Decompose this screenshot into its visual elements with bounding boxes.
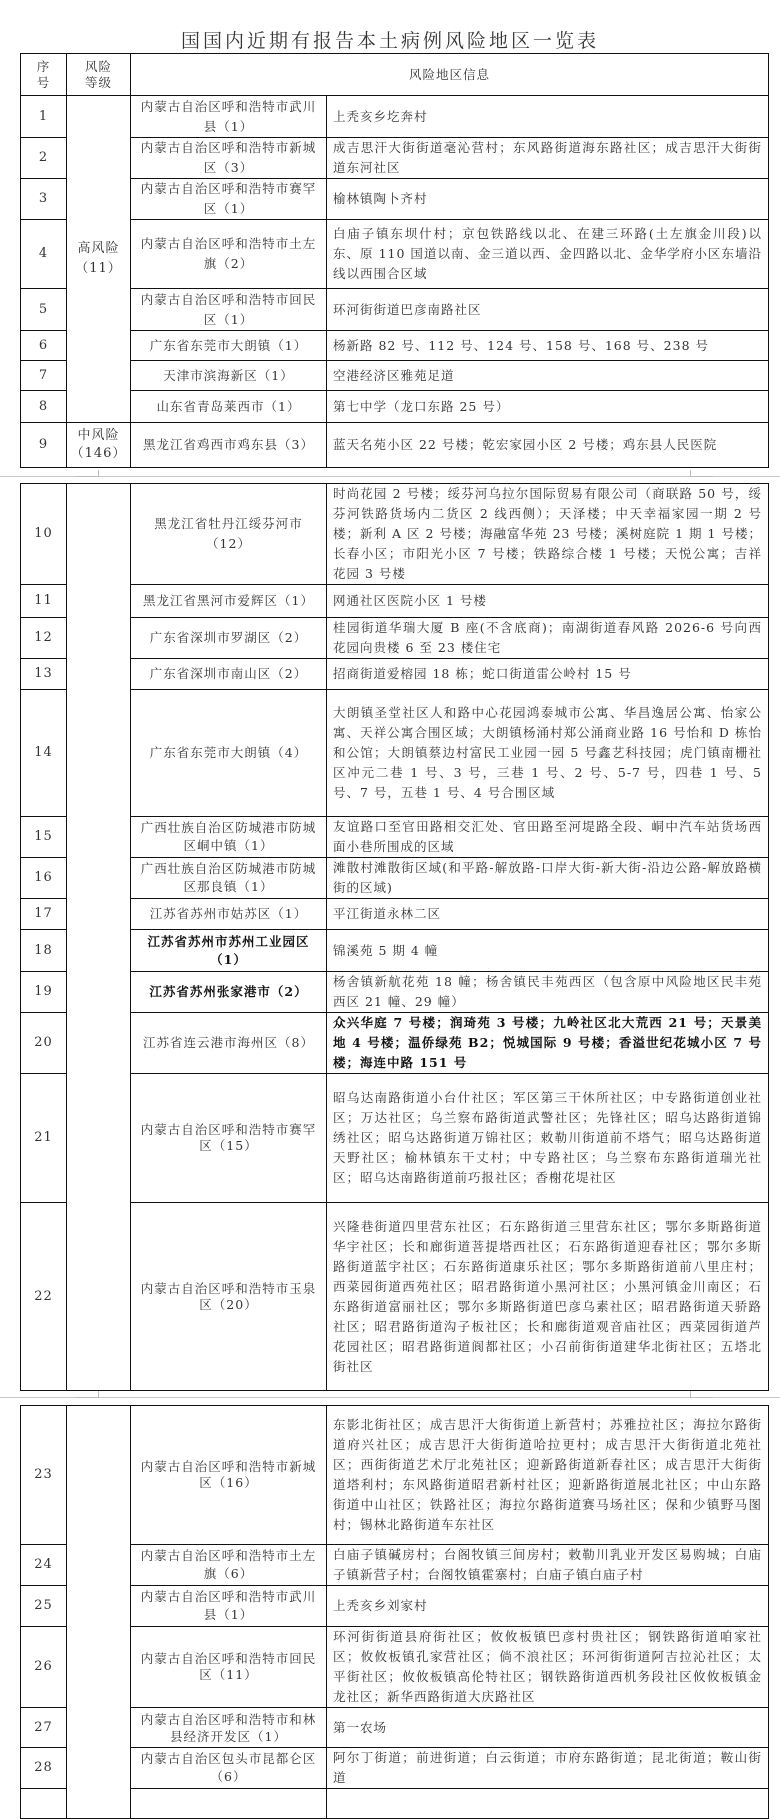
- region-cell: 天津市滨海新区（1）: [131, 361, 327, 391]
- risk-level-mid-continued: [67, 484, 131, 1391]
- info-cell: 上秃亥乡圪奔村: [327, 96, 769, 138]
- table-row: [21, 1708, 769, 1748]
- region-cell: 内蒙古自治区呼和浩特市回民区（1）: [131, 289, 327, 331]
- risk-level-high: 高风险（11）: [67, 96, 131, 423]
- row-number: 17: [21, 899, 67, 930]
- table-row: [21, 331, 769, 361]
- info-cell: 榆林镇陶卜齐村: [327, 179, 769, 220]
- table-row: [21, 1586, 769, 1627]
- document-title: 国国内近期有报告本土病例风险地区一览表: [180, 30, 599, 52]
- row-number: 16: [21, 858, 67, 899]
- info-cell: 平江街道永林二区: [327, 899, 769, 930]
- page-break-line: [0, 476, 780, 477]
- info-cell: 滩散村滩散街区域(和平路-解放路-口岸大街-新大街-沿边公路-解放路横街的区域): [327, 858, 769, 899]
- row-number: 6: [21, 331, 67, 361]
- risk-table-page-1: [20, 53, 769, 468]
- info-cell: 东影北街社区；成吉思汗大街街道上新营村；苏雅拉社区；海拉尔路街道府兴社区；成吉思汗大街街道哈拉更村；成吉思汗大街街道北苑社区；西街街道艺术厅北苑社区；迎新路街道新春社区；成吉思汗大街街道塔利村；东风路街道昭君新村社区；迎新路街道展北社区；中山东路街道中山社区；铁路社区；海拉尔路街道赛马场社区；保和少镇野马图村；锡林北路街道车东社区: [327, 1406, 769, 1545]
- row-number: 9: [21, 423, 67, 468]
- region-cell-empty: [131, 1789, 327, 1819]
- info-cell: 环河街街道巴彦南路社区: [327, 289, 769, 331]
- table-row: [21, 930, 769, 972]
- table-row: [21, 659, 769, 690]
- table-row: [21, 484, 769, 585]
- page-corner-mark: [690, 470, 713, 477]
- table-row: [21, 1074, 769, 1203]
- info-cell-empty: [327, 1789, 769, 1819]
- table-row: [21, 899, 769, 930]
- table-row: [21, 138, 769, 179]
- risk-level-mid-continued: [67, 1406, 131, 1819]
- info-cell: 蓝天名苑小区 22 号楼；乾宏家园小区 2 号楼；鸡东县人民医院: [327, 423, 769, 468]
- info-cell: 昭乌达南路街道小台什社区；军区第三干休所社区；中专路街道创业社区；万达社区；乌兰察布路街道武警社区；先锋社区；昭乌达路街道锦绣社区；昭乌达路街道万锦社区；敕勒川街道前不塔气；昭乌达路街道天野社区；榆林镇东干丈村；中专路社区；乌兰察布东路街道瑞光社区；昭乌达南路街道前巧报社区；香榭花堤社区: [327, 1074, 769, 1203]
- region-cell: 内蒙古自治区包头市昆都仑区（6）: [131, 1748, 327, 1789]
- region-cell: 内蒙古自治区呼和浩特市土左旗（6）: [131, 1545, 327, 1586]
- table-header-row: [21, 54, 769, 96]
- info-cell: 第七中学（龙口东路 25 号）: [327, 391, 769, 423]
- region-cell: 广东省东莞市大朗镇（1）: [131, 331, 327, 361]
- header-info: 风险地区信息: [131, 54, 769, 96]
- row-number: 21: [21, 1074, 67, 1203]
- info-cell: 网通社区医院小区 1 号楼: [327, 585, 769, 618]
- table-row: [21, 1203, 769, 1391]
- row-number: 2: [21, 138, 67, 179]
- region-cell: 江苏省连云港市海州区（8）: [131, 1013, 327, 1074]
- region-cell: 广东省深圳市罗湖区（2）: [131, 618, 327, 659]
- row-number: 15: [21, 817, 67, 858]
- info-cell: 杨新路 82 号、112 号、124 号、158 号、168 号、238 号: [327, 331, 769, 361]
- row-number: 18: [21, 930, 67, 972]
- page-corner-mark: [76, 470, 99, 477]
- info-cell: 时尚花园 2 号楼；绥芬河乌拉尔国际贸易有限公司（商联路 50 号，绥芬河铁路货场内二货区 2 线西侧）；天泽楼；中天幸福家园一期 2 号楼；新利 A 区 2 号楼；海融富华苑 23 号楼；溪树庭院 1 期 1 号楼；长春小区；市阳光小区 7 号楼；铁路综合楼 1 号楼；天悦公寓；吉祥花园 3 号楼: [327, 484, 769, 585]
- region-cell: 广西壮族自治区防城港市防城区那良镇（1）: [131, 858, 327, 899]
- page-corner-mark: [690, 1391, 713, 1398]
- region-cell: 黑龙江省黑河市爱辉区（1）: [131, 585, 327, 618]
- table-row-partial: [21, 1789, 769, 1819]
- table-row: [21, 618, 769, 659]
- table-row: [21, 585, 769, 618]
- table-row: [21, 391, 769, 423]
- row-number: 24: [21, 1545, 67, 1586]
- info-cell: 空港经济区雅苑足道: [327, 361, 769, 391]
- row-number: 26: [21, 1627, 67, 1708]
- row-number: 11: [21, 585, 67, 618]
- region-cell: 内蒙古自治区呼和浩特市和林县经济开发区（1）: [131, 1708, 327, 1748]
- table-row: [21, 972, 769, 1013]
- page-corner-mark: [76, 1391, 99, 1398]
- info-cell: 白庙子镇碱房村；台阁牧镇三间房村；敕勒川乳业开发区易购城；白庙子镇新营子村；台阁牧镇霍寨村；白庙子镇白庙子村: [327, 1545, 769, 1586]
- table-row: [21, 690, 769, 817]
- info-cell: 众兴华庭 7 号楼；润琦苑 3 号楼；九岭社区北大荒西 21 号；天景美地 4 号楼；温侨绿苑 B2；悦城国际 9 号楼；香溢世纪花城小区 7 号楼；海连中路 151 号: [327, 1013, 769, 1074]
- info-cell: 兴隆巷街道四里营东社区；石东路街道三里营东社区；鄂尔多斯路街道华宇社区；长和廊街道菩提塔西社区；石东路街道迎春社区；鄂尔多斯路街道蓝宇社区；石东路街道康乐社区；鄂尔多斯路街道前八里庄村；西菜园街道西苑社区；昭君路街道小黑河社区；小黑河镇金川南区；石东路街道富丽社区；鄂尔多斯路街道巴彦乌素社区；昭君路街道天骄路社区；昭君路街道沟子板社区；长和廊街道观音庙社区；西菜园街道芦花园社区；昭君路街道阆都社区；小召前街街道建华北街社区；五塔北街社区: [327, 1203, 769, 1391]
- info-cell: 成吉思汗大街街道毫沁营村；东风路街道海东路社区；成吉思汗大街街道东河社区: [327, 138, 769, 179]
- info-cell: 第一农场: [327, 1708, 769, 1748]
- row-number: 1: [21, 96, 67, 138]
- info-cell: 桂园街道华瑞大厦 B 座(不含底商)；南湖街道春风路 2026-6 号向西花园向贵楼 6 至 23 楼住宅: [327, 618, 769, 659]
- header-no: 序号: [21, 54, 67, 96]
- table-row: [21, 361, 769, 391]
- region-cell: 黑龙江省鸡西市鸡东县（3）: [131, 423, 327, 468]
- row-number: 22: [21, 1203, 67, 1391]
- row-number: 10: [21, 484, 67, 585]
- row-number: 4: [21, 220, 67, 289]
- table-row: [21, 1545, 769, 1586]
- region-cell: 内蒙古自治区呼和浩特市武川县（1）: [131, 1586, 327, 1627]
- region-cell: 内蒙古自治区呼和浩特市玉泉区（20）: [131, 1203, 327, 1391]
- row-number: 5: [21, 289, 67, 331]
- table-row: [21, 817, 769, 858]
- region-cell: 内蒙古自治区呼和浩特市赛罕区（1）: [131, 179, 327, 220]
- table-row: [21, 1748, 769, 1789]
- region-cell: 广西壮族自治区防城港市防城区峒中镇（1）: [131, 817, 327, 858]
- region-cell: 内蒙古自治区呼和浩特市回民区（11）: [131, 1627, 327, 1708]
- row-number: 14: [21, 690, 67, 817]
- risk-level-mid: 中风险（146）: [67, 423, 131, 468]
- row-number: 3: [21, 179, 67, 220]
- table-row: [21, 858, 769, 899]
- table-row: [21, 423, 769, 468]
- row-number: 7: [21, 361, 67, 391]
- info-cell: 友谊路口至官田路相交汇处、官田路至河堤路全段、峒中汽车站货场西面小巷所围成的区域: [327, 817, 769, 858]
- header-level: 风险等级: [67, 54, 131, 96]
- info-cell: 锦溪苑 5 期 4 幢: [327, 930, 769, 972]
- region-cell: 江苏省苏州市苏州工业园区（1）: [131, 930, 327, 972]
- table-row: [21, 289, 769, 331]
- row-number-empty: [21, 1789, 67, 1819]
- row-number: 27: [21, 1708, 67, 1748]
- region-cell: 内蒙古自治区呼和浩特市土左旗（2）: [131, 220, 327, 289]
- row-number: 13: [21, 659, 67, 690]
- region-cell: 山东省青岛莱西市（1）: [131, 391, 327, 423]
- info-cell: 上秃亥乡刘家村: [327, 1586, 769, 1627]
- region-cell: 江苏省苏州张家港市（2）: [131, 972, 327, 1013]
- info-cell: 杨舍镇新航花苑 18 幢；杨舍镇民丰苑西区（包含原中风险地区民丰苑西区 21 幢、29 幢）: [327, 972, 769, 1013]
- risk-table-page-2: [20, 483, 769, 1391]
- info-cell: 阿尔丁街道；前进街道；白云街道；市府东路街道；昆北街道；鞍山街道: [327, 1748, 769, 1789]
- row-number: 23: [21, 1406, 67, 1545]
- region-cell: 内蒙古自治区呼和浩特市新城区（16）: [131, 1406, 327, 1545]
- region-cell: 广东省东莞市大朗镇（4）: [131, 690, 327, 817]
- region-cell: 广东省深圳市南山区（2）: [131, 659, 327, 690]
- table-row: [21, 1627, 769, 1708]
- table-row: [21, 1406, 769, 1545]
- row-number: 19: [21, 972, 67, 1013]
- row-number: 8: [21, 391, 67, 423]
- row-number: 28: [21, 1748, 67, 1789]
- table-row: [21, 1013, 769, 1074]
- region-cell: 内蒙古自治区呼和浩特市赛罕区（15）: [131, 1074, 327, 1203]
- region-cell: 内蒙古自治区呼和浩特市武川县（1）: [131, 96, 327, 138]
- info-cell: 环河街街道县府街社区；攸攸板镇巴彦村贵社区；钢铁路街道咱家社区；攸攸板镇孔家营社区；倘不浪社区；环河街街道阿吉拉沁社区；太平街社区；攸攸板镇高伦特社区；钢铁路街道西机务段社区攸攸板镇金龙社区；新华西路街道大庆路社区: [327, 1627, 769, 1708]
- info-cell: 大朗镇圣堂社区人和路中心花园鸿泰城市公寓、华昌逸居公寓、怡家公寓、天祥公寓合围区域；大朗镇杨涌村郑公涌商业路 16 号怡和 D 栋怡和公馆；大朗镇蔡边村富民工业园一园 5 号鑫艺科技园；虎门镇南栅社区冲元二巷 1 号、3 号，三巷 1 号、2 号、5-7 号，四巷 1 号、5 号、7 号，五巷 1 号、4 号合围区域: [327, 690, 769, 817]
- info-cell: 白庙子镇东坝什村；京包铁路线以北、在建三环路(土左旗金川段)以东、原 110 国道以南、金三道以西、金四路以北、金华学府小区东墙沿线以西围合区域: [327, 220, 769, 289]
- region-cell: 江苏省苏州市姑苏区（1）: [131, 899, 327, 930]
- row-number: 20: [21, 1013, 67, 1074]
- risk-table-page-3: [20, 1405, 769, 1819]
- region-cell: 黑龙江省牡丹江绥芬河市（12）: [131, 484, 327, 585]
- table-row: [21, 96, 769, 138]
- region-cell: 内蒙古自治区呼和浩特市新城区（3）: [131, 138, 327, 179]
- info-cell: 招商街道爱榕园 18 栋；蛇口街道雷公岭村 15 号: [327, 659, 769, 690]
- row-number: 12: [21, 618, 67, 659]
- page-break-line: [0, 1397, 780, 1398]
- table-row: [21, 179, 769, 220]
- row-number: 25: [21, 1586, 67, 1627]
- table-row: [21, 220, 769, 289]
